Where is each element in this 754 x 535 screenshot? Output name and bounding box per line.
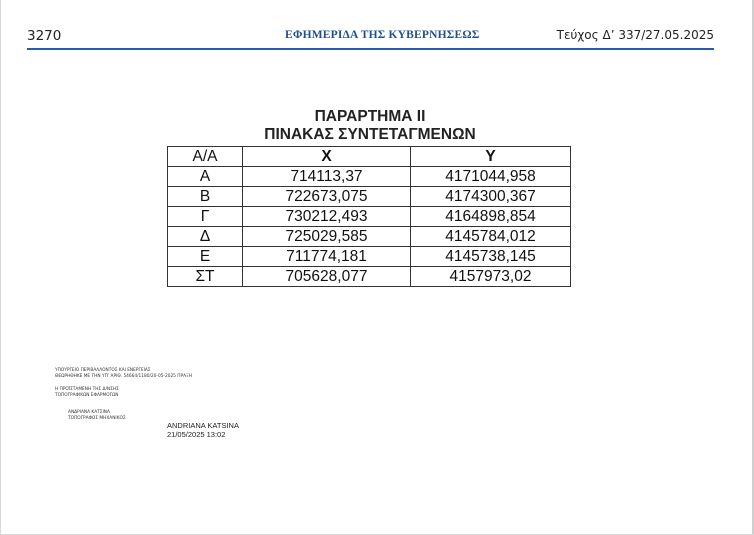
y-coordinate: 4174300,367: [411, 187, 571, 207]
point-label: Γ: [168, 207, 243, 227]
page-header: [27, 28, 714, 46]
x-coordinate: 722673,075: [243, 187, 411, 207]
x-coordinate: 705628,077: [243, 267, 411, 287]
stamp-title: ΤΟΠΟΓΡΑΦΟΣ ΜΗΧΑΝΙΚΟΣ: [68, 416, 126, 421]
signature-datetime: 21/05/2025 13:02: [167, 430, 226, 439]
issue-info: Τεύχος Δ’ 337/27.05.2025: [556, 28, 714, 42]
stamp-name: ΑΝΔΡΙΑΝΑ ΚΑΤΣΙΝΑ: [68, 410, 110, 415]
x-coordinate: 730212,493: [243, 207, 411, 227]
annex-subtitle: ΠΙΝΑΚΑΣ ΣΥΝΤΕΤΑΓΜΕΝΩΝ: [264, 126, 476, 143]
stamp-department: ΤΟΠΟΓΡΑΦΙΚΩΝ ΕΦΑΡΜΟΓΩΝ: [55, 392, 119, 398]
header-rule: [27, 48, 714, 50]
signer-name: ANDRIANA KATSINA: [167, 421, 239, 430]
table-row: [168, 207, 571, 227]
column-header-index: Α/Α: [168, 147, 243, 167]
page-number: 3270: [27, 28, 62, 44]
approval-stamp-role: [55, 387, 119, 398]
coordinates-table: [167, 146, 571, 287]
stamp-head-role: Η ΠΡΟΪΣΤΑΜΕΝΗ ΤΗΣ Δ/ΝΣΗΣ: [55, 387, 119, 392]
column-header-x: X: [243, 147, 411, 167]
point-label: Ε: [168, 247, 243, 267]
approval-stamp-title: [68, 416, 126, 422]
y-coordinate: 4145784,012: [411, 227, 571, 247]
point-label: Α: [168, 167, 243, 187]
column-header-y: Y: [411, 147, 571, 167]
digital-signature: [167, 421, 239, 439]
y-coordinate: 4171044,958: [411, 167, 571, 187]
y-coordinate: 4157973,02: [411, 267, 571, 287]
annex-title: ΠΑΡΑΡΤΗΜΑ ΙΙ: [314, 108, 426, 125]
y-coordinate: 4164898,854: [411, 207, 571, 227]
x-coordinate: 711774,181: [243, 247, 411, 267]
table-row: [168, 267, 571, 287]
x-coordinate: 725029,585: [243, 227, 411, 247]
approval-stamp-header: [55, 368, 192, 379]
y-coordinate: 4145738,145: [411, 247, 571, 267]
table-row: [168, 247, 571, 267]
table-row: [168, 187, 571, 207]
approval-stamp-name: [68, 410, 110, 416]
journal-title: ΕΦΗΜΕΡΙΔΑ ΤΗΣ ΚΥΒΕΡΝΗΣΕΩΣ: [285, 29, 480, 41]
point-label: Δ: [168, 227, 243, 247]
table-row: [168, 167, 571, 187]
point-label: Β: [168, 187, 243, 207]
x-coordinate: 714113,37: [243, 167, 411, 187]
table-row: [168, 227, 571, 247]
page-border-left: [0, 0, 1, 535]
stamp-approval-reference: ΘΕΩΡΗΘΗΚΕ ΜΕ ΤΗΝ ΥΠ’ ΑΡΙΘ. 54664/1180/20-05-2025 ΠΡΑΞΗ: [55, 373, 192, 379]
point-label: ΣΤ: [168, 267, 243, 287]
table-header-row: [168, 147, 571, 167]
stamp-ministry: ΥΠΟΥΡΓΕΙΟ ΠΕΡΙΒΑΛΛΟΝΤΟΣ ΚΑΙ ΕΝΕΡΓΕΙΑΣ: [55, 368, 151, 373]
